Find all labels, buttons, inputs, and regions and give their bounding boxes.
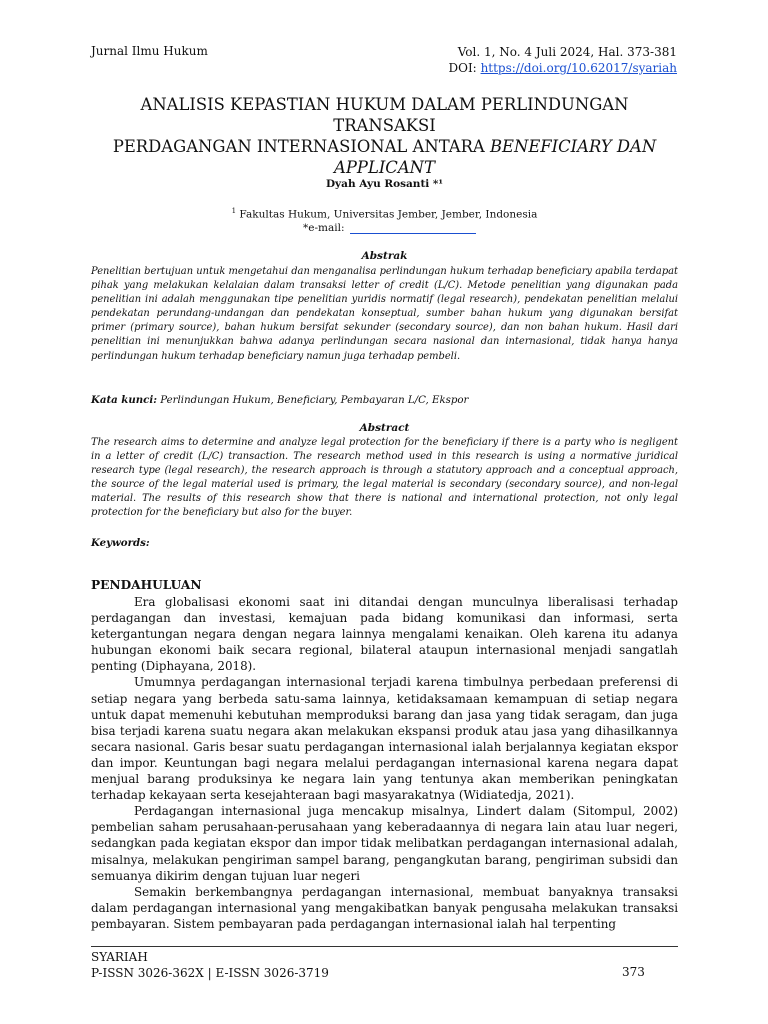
author-name: Dyah Ayu Rosanti *¹ xyxy=(325,178,444,190)
footer-issn: P-ISSN 3026-362X | E-ISSN 3026-3719 xyxy=(91,965,329,980)
abstrak-heading: Abstrak xyxy=(361,250,408,262)
title-line-1: ANALISIS KEPASTIAN HUKUM DALAM PERLINDUNGAN TRANSAKSI xyxy=(140,95,629,135)
volume-info: Vol. 1, No. 4 Juli 2024, Hal. 373-381 xyxy=(457,45,677,59)
doi-link[interactable]: https://doi.org/10.62017/syariah xyxy=(480,61,677,75)
doi-line xyxy=(448,60,677,76)
kata-kunci-text: Perlindungan Hukum, Beneficiary, Pembayaran L/C, Ekspor xyxy=(157,395,469,406)
doi-label: DOI: xyxy=(448,61,477,75)
title-line-2 xyxy=(91,136,678,157)
affiliation-text: Fakultas Hukum, Universitas Jember, Jember, Indonesia xyxy=(236,208,538,221)
section-heading-pendahuluan: PENDAHULUAN xyxy=(91,578,202,592)
title-line-2-italic: BENEFICIARY DAN xyxy=(489,137,657,156)
journal-name: Jurnal Ilmu Hukum xyxy=(91,44,208,58)
title-line-2-plain: PERDAGANGAN INTERNASIONAL ANTARA xyxy=(112,137,490,156)
page-number: 373 xyxy=(622,965,645,979)
footer-info xyxy=(91,950,329,981)
email-label: *e-mail: xyxy=(303,222,345,234)
intro-paragraph-3: Perdagangan internasional juga mencakup misalnya, Lindert dalam (Sitompul, 2002) pembelian saham perusahaan-perusahaan yang keberadaannya di negara lain atau luar negeri, sedangkan pada kegiatan ekspor dan impor tidak melibatkan perdagangan internasional adalah, misalnya, melakukan pengiriman sampel barang, pengangkutan barang, pengiriman subsidi dan semuanya dikirim dengan tujuan luar negeri xyxy=(91,804,678,883)
footer-journal: SYARIAH xyxy=(91,950,148,964)
title-line-3-italic: APPLICANT xyxy=(334,158,435,177)
header-meta xyxy=(448,44,677,76)
keywords-label: Keywords: xyxy=(91,537,150,549)
intro-paragraph-4: Semakin berkembangnya perdagangan internasional, membuat banyaknya transaksi dalam perdagangan internasional yang mengakibatkan banyak pengusaha melakukan transaksi pembayaran. Sistem pembayaran pada perdagangan internasional ialah hal terpenting xyxy=(91,884,678,931)
affiliation-sup: 1 xyxy=(231,207,237,215)
intro-body xyxy=(91,594,678,932)
keywords xyxy=(91,537,678,549)
footer-divider xyxy=(91,946,678,947)
kata-kunci-label: Kata kunci: xyxy=(91,394,158,406)
title-line-3 xyxy=(91,157,678,178)
email-line xyxy=(303,222,476,234)
intro-paragraph-2: Umumnya perdagangan internasional terjadi karena timbulnya perbedaan preferensi di setiap negara yang berbeda satu-sama lainnya, ketidaksamaan kemampuan di setiap negara untuk dapat memenuhi kebutuhan memproduksi barang dan jasa yang tidak seragam, dan juga bisa terjadi karena suatu negara akan melakukan ekspansi produk atau jasa yang dihasilkannya secara nasional. Garis besar suatu perdagangan internasional ialah berjalannya kegiatan ekspor dan impor. Keuntungan bagi negara melalui perdagangan internasional karena negara dapat menjual barang produksinya ke negara lain yang tentunya akan memberikan peningkatan terhadap kekayaan serta kesejahteraan bagi masyarakatnya (Widiatedja, 2021). xyxy=(91,675,678,803)
abstrak-text: Penelitian bertujuan untuk mengetahui dan menganalisa perlindungan hukum terhadap beneficiary apabila terdapat pihak yang melakukan kelalaian dalam transaksi letter of credit (L/C). Metode penelitian yang digunakan pada penelitian ini adalah menggunakan tipe penelitian yuridis normatif (legal research), pendekatan penelitian melalui pendekatan perundang-undangan dan pendekatan konseptual, sumber bahan hukum yang digunakan bersifat primer (primary source), bahan hukum bersifat sekunder (secondary source), dan non bahan hukum. Hasil dari penelitian ini menunjukkan bahwa adanya perlindungan secara nasional dan internasional, tidak hanya hanya perlindungan hukum terhadap beneficiary namun juga terhadap pembeli. xyxy=(91,266,678,362)
affiliation xyxy=(91,207,678,221)
intro-paragraph-1: Era globalisasi ekonomi saat ini ditandai dengan munculnya liberalisasi terhadap perdagangan dan investasi, kemajuan pada bidang komunikasi dan informasi, serta ketergantungan negara dengan negara lainnya mengalami kenaikan. Oleh karena itu adanya hubungan ekonomi baik secara regional, bilateral ataupun internasional menjadi sangatlah penting (Diphayana, 2018). xyxy=(91,595,678,674)
email-blank-link[interactable] xyxy=(350,222,476,234)
kata-kunci xyxy=(91,394,678,406)
abstract-heading: Abstract xyxy=(359,422,410,434)
abstract-text: The research aims to determine and analyze legal protection for the beneficiary if there is a party who is negligent in a letter of credit (L/C) transaction. The research method used in this research is using a normative juridical research type (legal research), the research approach is through a statutory approach and a conceptual approach, the source of the legal material used is primary, the legal material is secondary (secondary source), and non-legal material. The results of this research show that there is national and international protection, not only legal protection for the beneficiary but also for the buyer. xyxy=(91,437,678,519)
paper-title xyxy=(91,94,678,178)
